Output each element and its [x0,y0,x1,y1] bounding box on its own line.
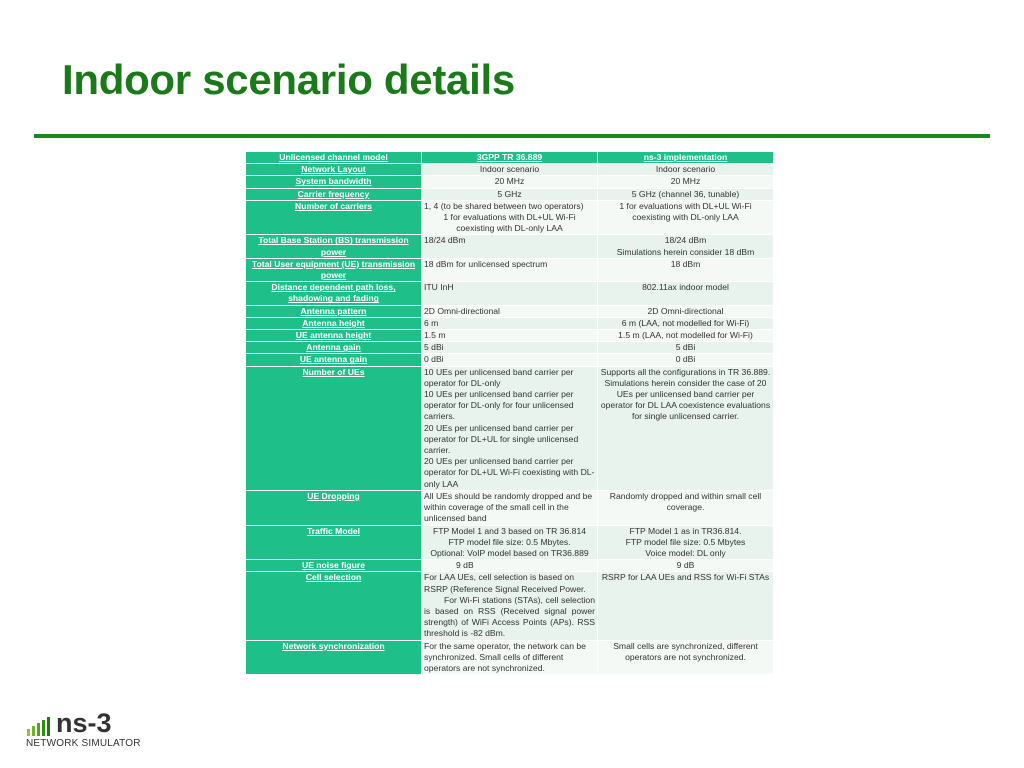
table-row [246,317,774,329]
row-parameter: Network synchronization [246,640,422,675]
ns3-value: 20 MHz [598,176,774,188]
tr-value: 20 MHz [422,176,598,188]
logo-subtitle: NETWORK SIMULATOR [26,738,141,749]
ns3-value: 1.5 m (LAA, not modelled for Wi-Fi) [598,330,774,342]
row-parameter: Antenna height [246,317,422,329]
row-parameter: Traffic Model [246,525,422,560]
table-row [246,188,774,200]
table-row [246,330,774,342]
row-parameter: Total User equipment (UE) transmission power [246,258,422,281]
ns3-value: FTP Model 1 as in TR36.814. FTP model file size: 0.5 Mbytes Voice model: DL only [598,525,774,560]
row-parameter: Antenna gain [246,342,422,354]
table-row [246,176,774,188]
ns3-value: 5 dBi [598,342,774,354]
ns3-logo [26,708,176,752]
table-row [246,560,774,572]
ns3-value: 6 m (LAA, not modelled for Wi-Fi) [598,317,774,329]
table-row [246,258,774,281]
tr-value: 18 dBm for unlicensed spectrum [422,258,598,281]
ns3-value: 18/24 dBm Simulations herein consider 18 dBm [598,235,774,258]
tr-value: 1.5 m [422,330,598,342]
table-row [246,342,774,354]
ns3-value: 5 GHz (channel 36, tunable) [598,188,774,200]
row-parameter: Number of UEs [246,366,422,490]
table-row [246,164,774,176]
ns3-value: RSRP for LAA UEs and RSS for Wi-Fi STAs [598,572,774,640]
ns3-value: 18 dBm [598,258,774,281]
row-parameter: Carrier frequency [246,188,422,200]
tr-value: For the same operator, the network can be synchronized. Small cells of different operators are not synchronized. [422,640,598,675]
table-row [246,354,774,366]
table-row [246,640,774,675]
ns3-value: Supports all the configurations in TR 36.889. Simulations herein consider the case of 20 UEs per unlicensed band carrier per operator for DL LAA coexistence evaluations for single unlicensed carrier. [598,366,774,490]
ns3-value: Indoor scenario [598,164,774,176]
table-row [246,366,774,490]
row-parameter: UE antenna height [246,330,422,342]
tr-value: All UEs should be randomly dropped and be within coverage of the small cell in the unlicensed band [422,490,598,525]
table-row [246,282,774,305]
table-row [246,525,774,560]
ns3-value: 0 dBi [598,354,774,366]
tr-value: 10 UEs per unlicensed band carrier per operator for DL-only 10 UEs per unlicensed band carrier per operator for DL-only for four unlicensed carriers. 20 UEs per unlicensed band carrier per operator for DL+UL for single unlicensed carrier. 20 UEs per unlicensed band carrier per operator for DL+UL Wi-Fi coexisting with DL-only LAA [422,366,598,490]
table-row [246,572,774,640]
table-header-row [246,152,774,164]
tr-value: 1, 4 (to be shared between two operators) 1 for evaluations with DL+UL Wi-Fi coexisting with DL-only LAA [422,200,598,235]
ns3-value: 2D Omni-directional [598,305,774,317]
row-parameter: UE antenna gain [246,354,422,366]
row-parameter: Network Layout [246,164,422,176]
signal-bars-icon [26,716,56,736]
row-parameter: UE noise figure [246,560,422,572]
ns3-value: 9 dB [598,560,774,572]
row-parameter: UE Dropping [246,490,422,525]
table-row [246,200,774,235]
tr-value: For LAA UEs, cell selection is based on RSRP (Reference Signal Received Power. For Wi-Fi stations (STAs), cell selection is based on RSS (Received signal power strength) of WiFi Access Points (APs). RSS threshold is -82 dBm. [422,572,598,640]
ns3-value: Randomly dropped and within small cell coverage. [598,490,774,525]
ns3-value: 1 for evaluations with DL+UL Wi-Fi coexisting with DL-only LAA [598,200,774,235]
row-parameter: System bandwidth [246,176,422,188]
ns3-value: Small cells are synchronized, different operators are not synchronized. [598,640,774,675]
column-header: 3GPP TR 36.889 [422,152,598,164]
row-parameter: Cell selection [246,572,422,640]
tr-value: 18/24 dBm [422,235,598,258]
tr-value: 6 m [422,317,598,329]
tr-value: 5 GHz [422,188,598,200]
table-row [246,490,774,525]
tr-value: ITU InH [422,282,598,305]
tr-value: 0 dBi [422,354,598,366]
table-row [246,305,774,317]
ns3-value: 802.11ax indoor model [598,282,774,305]
tr-value: 2D Omni-directional [422,305,598,317]
row-parameter: Number of carriers [246,200,422,235]
column-header: ns-3 implementation [598,152,774,164]
tr-value: Indoor scenario [422,164,598,176]
tr-value: FTP Model 1 and 3 based on TR 36.814 FTP model file size: 0.5 Mbytes. Optional: VoIP model based on TR36.889 [422,525,598,560]
tr-value: 5 dBi [422,342,598,354]
row-parameter: Distance dependent path loss, shadowing and fading [246,282,422,305]
tr-value: 9 dB [422,560,598,572]
table-row [246,235,774,258]
title-divider [34,134,990,138]
column-header: Unlicensed channel model [246,152,422,164]
slide-title: Indoor scenario details [62,56,515,103]
row-parameter: Antenna pattern [246,305,422,317]
scenario-table [245,151,774,675]
row-parameter: Total Base Station (BS) transmission power [246,235,422,258]
logo-wordmark: ns-3 [56,708,112,738]
